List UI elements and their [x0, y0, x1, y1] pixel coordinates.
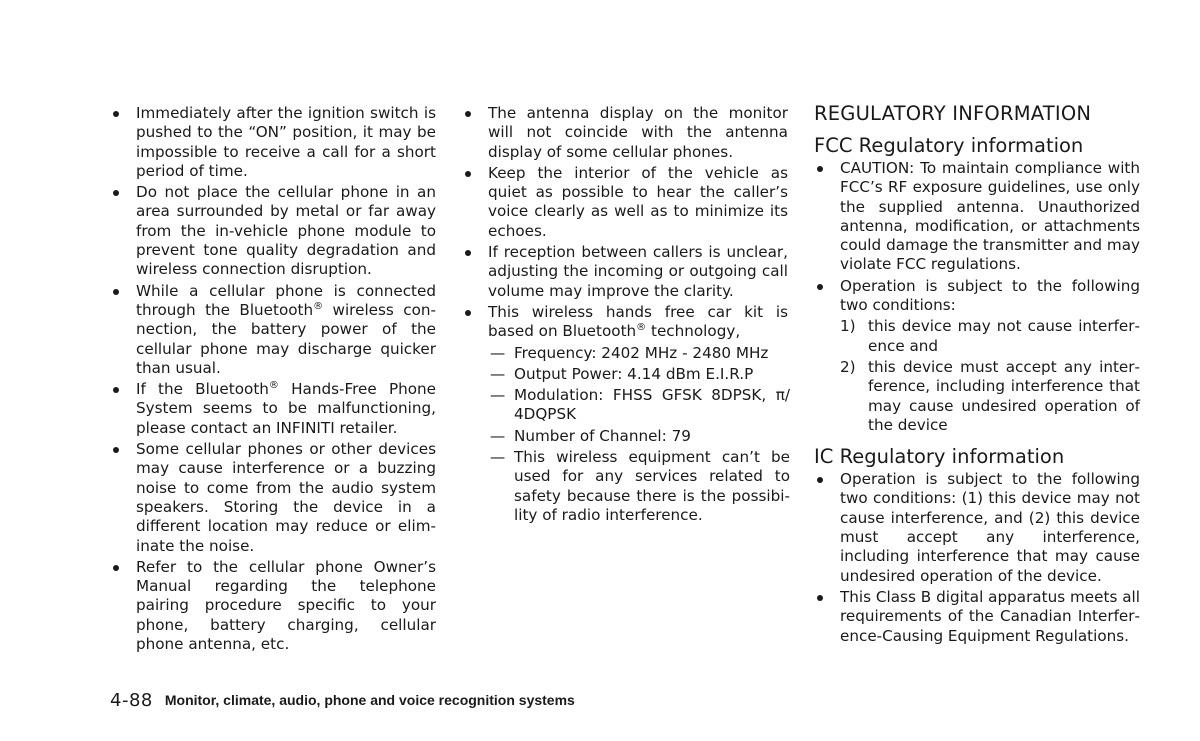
spec-item [490, 344, 790, 363]
registered-mark: ® [268, 380, 279, 392]
dash-mark: — [490, 343, 506, 362]
ic-list [814, 470, 1140, 646]
fcc-list [814, 159, 1140, 435]
list-item: If reception between callers is unclear, adjusting the incoming or outgoing call volume may improve the clarity. [462, 243, 788, 301]
registered-mark: ® [636, 322, 647, 334]
spec-text: Output Power: 4.14 dBm E.I.R.P [514, 364, 754, 383]
condition-number: 2) [840, 357, 856, 376]
list-item: Refer to the cellular phone Owner’s Manual regarding the telephone pairing procedure specific to your phone, battery charging, cellular phone antenna, etc. [110, 558, 436, 654]
list-item: This Class B digital apparatus meets all requirements of the Canadian Interference-Causing Equipment Regulations. [814, 588, 1140, 646]
spec-item [490, 427, 790, 446]
item-text: If the Bluetooth [136, 380, 269, 399]
condition-text: this device may not cause interference and [868, 317, 1140, 355]
item-text: technology, [646, 322, 741, 341]
list-item: Some cellular phones or other devices may cause interference or a buzzing noise to come from the audio system speakers. Storing the device in a different location may reduce or eliminate the noise. [110, 440, 436, 556]
spec-item [490, 365, 790, 384]
column-left [110, 104, 436, 656]
column-middle [462, 104, 788, 527]
item-text: This wireless hands free car kit is based on Bluetooth [488, 302, 788, 341]
condition-text: this device must accept any interference, including interference that may cause undesired operation of the device [868, 357, 1140, 434]
condition-item [840, 358, 1140, 435]
list-item: Do not place the cellular phone in an area surrounded by metal or far away from the in-vehicle phone module to prevent tone quality degradation and wireless connection disruption. [110, 183, 436, 279]
page-number: 4-88 [110, 690, 153, 711]
bullet-list [110, 104, 436, 654]
dash-mark: — [490, 386, 506, 405]
ic-heading: IC Regulatory information [814, 445, 1065, 469]
list-item: Immediately after the ignition switch is pushed to the “ON” position, it may be impossible to receive a call for a short period of time. [110, 104, 436, 181]
spec-item [490, 448, 790, 525]
item-text: Hands-Free Phone System seems to be malfunctioning, please contact an INFINITI retailer. [136, 380, 436, 437]
spec-list [488, 344, 788, 526]
spec-text: Number of Channel: 79 [514, 426, 691, 445]
condition-item [840, 317, 1140, 356]
spec-text: Modulation: FHSS GFSK 8DPSK, π/ 4DQPSK [514, 386, 790, 424]
list-item: The antenna display on the monitor will not coincide with the antenna display of some cellular phones. [462, 104, 788, 162]
spec-item [490, 386, 790, 425]
list-item: Keep the interior of the vehicle as quiet as possible to hear the caller’s voice clearly as well as to minimize its echoes. [462, 164, 788, 241]
list-item [110, 282, 436, 378]
list-item [110, 380, 436, 438]
list-item: Operation is subject to the following two conditions: (1) this device may not cause interference, and (2) this device must accept any interference, including interference that may cause undesired operation of the device. [814, 470, 1140, 586]
item-text: While a cellular phone is connected through the Bluetooth [136, 281, 436, 319]
page-footer [110, 690, 575, 711]
list-item [814, 277, 1140, 435]
list-item [462, 303, 788, 525]
dash-mark: — [490, 448, 506, 467]
condition-number: 1) [840, 317, 856, 336]
bullet-list [462, 104, 788, 525]
item-text: wireless connection, the battery power of the cellular phone may discharge quicker than usual. [136, 300, 436, 377]
condition-list [840, 317, 1140, 435]
fcc-heading: FCC Regulatory information [814, 134, 1084, 157]
footer-title: Monitor, climate, audio, phone and voice recognition systems [164, 692, 575, 708]
column-right [814, 102, 1140, 648]
list-item: CAUTION: To maintain compliance with FCC’s RF exposure guidelines, use only the supplied antenna. Unauthorized antenna, modification, or attachments could damage the transmitter and may violate FCC regulations. [814, 159, 1140, 275]
item-text: Operation is subject to the following two conditions: [840, 276, 1140, 315]
section-heading: REGULATORY INFORMATION [814, 102, 1092, 125]
dash-mark: — [490, 426, 506, 445]
registered-mark: ® [313, 300, 324, 312]
dash-mark: — [490, 364, 506, 383]
spec-text: Frequency: 2402 MHz - 2480 MHz [514, 343, 769, 362]
spec-text: This wireless equipment can’t be used for any services related to safety because there is the possibility of radio interference. [514, 448, 790, 524]
